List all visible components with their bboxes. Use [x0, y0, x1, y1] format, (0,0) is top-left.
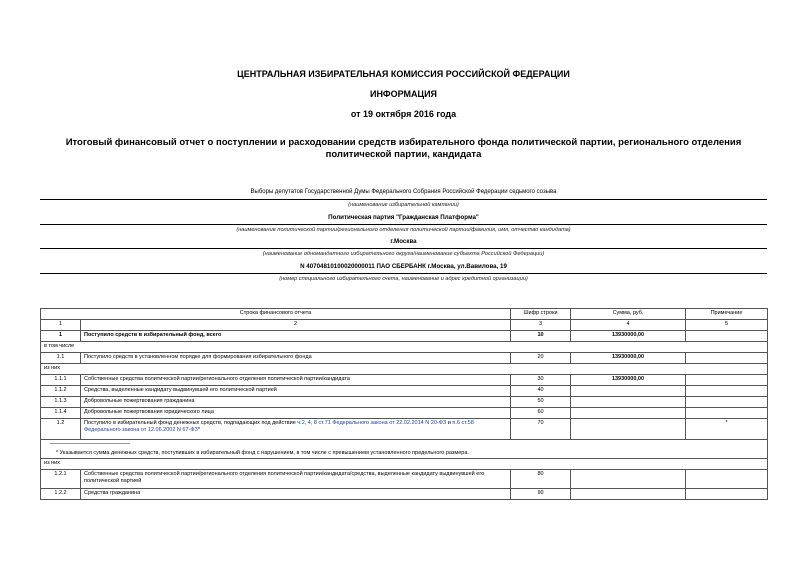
divider: [40, 199, 767, 200]
colnum-4: 4: [571, 320, 686, 331]
row-sum: [571, 470, 686, 489]
info-heading: ИНФОРМАЦИЯ: [369, 89, 438, 99]
row-sum: 13930000,00: [571, 353, 686, 364]
column-number-row: [41, 320, 768, 331]
row-code: 10: [511, 331, 571, 342]
table-row: [41, 331, 768, 342]
row-code: 20: [511, 353, 571, 364]
divider: [40, 248, 767, 249]
row-note: [686, 386, 768, 397]
row-name: [81, 419, 511, 440]
table-row: [41, 375, 768, 386]
table-row: [41, 470, 768, 489]
table-row: [41, 386, 768, 397]
financial-report-table: [40, 308, 768, 500]
row-note: [686, 397, 768, 408]
group-label-row: [41, 459, 768, 470]
header-line: Строка финансового отчета: [41, 309, 511, 320]
row-sum: [571, 408, 686, 419]
row-num: 1: [41, 331, 81, 342]
row-num: 1.2: [41, 419, 81, 440]
row-num: 1.1: [41, 353, 81, 364]
row-sum: [571, 386, 686, 397]
row-name: Собственные средства политической партии/регионального отделения политической партии/кандидата: [81, 375, 511, 386]
table-row: [41, 419, 768, 440]
report-date: от 19 октября 2016 года: [350, 109, 457, 119]
row-note: [686, 331, 768, 342]
table-row: [41, 397, 768, 408]
divider: [40, 224, 767, 225]
group-label: в том числе: [41, 342, 768, 353]
row-code: 40: [511, 386, 571, 397]
row-code: 80: [511, 470, 571, 489]
divider: [40, 273, 767, 274]
party-name: Политическая партия "Гражданская Платформа": [328, 214, 479, 221]
group-label: из них: [41, 364, 768, 375]
footnote-cell: [41, 440, 768, 459]
row-code: 50: [511, 397, 571, 408]
group-label: из них: [41, 459, 768, 470]
row-sum: [571, 489, 686, 500]
row-name: Собственные средства политической партии/регионального отделения политической партии/кандидата/средства, выделенные кандидату выдвинувшей его политической партией: [81, 470, 511, 489]
row-sum: [571, 397, 686, 408]
table-row: [41, 408, 768, 419]
row-sum: 13930000,00: [571, 331, 686, 342]
row-num: 1.1.1: [41, 375, 81, 386]
table-row: [41, 353, 768, 364]
footnote-text: * Указывается сумма денежных средств, поступивших в избирательный фонд с нарушением, в том числе с превышением установленного предельного размера.: [56, 450, 469, 456]
row-note: [686, 353, 768, 364]
row-name: Добровольные пожертвования юридического лица: [81, 408, 511, 419]
law-link-44fz[interactable]: ч.2, 4, 8 ст.71 Федерального закона от 22.02.2014 N 20-ФЗ: [297, 420, 447, 426]
group-label-row: [41, 364, 768, 375]
row-note: *: [686, 419, 768, 440]
row-num: 1.1.3: [41, 397, 81, 408]
row-name-text: Поступило в избирательный фонд денежных средств, подпадающих под действие: [84, 420, 298, 426]
row-name: Средства гражданина: [81, 489, 511, 500]
row-name: Средства, выделенные кандидату выдвинувшей его политической партией: [81, 386, 511, 397]
campaign-caption: (наименование избирательной кампании): [348, 202, 459, 208]
colnum-5: 5: [686, 320, 768, 331]
row-name-asterisk: *: [197, 427, 201, 433]
footnote-row: [41, 440, 768, 459]
row-name: Поступило средств в установленном порядке для формирования избирательного фонда: [81, 353, 511, 364]
row-sum: [571, 419, 686, 440]
table-header-row: [41, 309, 768, 320]
law-link-67fz[interactable]: п.6 ст.58 Федерального закона от 12.06.2002 N 67-ФЗ: [84, 420, 474, 433]
row-name: Добровольные пожертвования гражданина: [81, 397, 511, 408]
row-num: 1.2.1: [41, 470, 81, 489]
footnote-rule: [50, 443, 130, 444]
colnum-1: 1: [41, 320, 81, 331]
report-title: Итоговый финансовый отчет о поступлении и расходовании средств избирательного фонда политической партии, регионального отделения политической партии, кандидата: [65, 137, 742, 160]
colnum-3: 3: [511, 320, 571, 331]
row-note: [686, 489, 768, 500]
row-name-conj: и: [446, 420, 453, 426]
header-sum: Сумма, руб.: [571, 309, 686, 320]
account-caption: (номер специального избирательного счета, наименование и адрес кредитной организации): [279, 276, 528, 282]
row-code: 30: [511, 375, 571, 386]
row-code: 70: [511, 419, 571, 440]
party-caption: (наименование политической партии/регионального отделения политической партии/фамилия, имя, отчество кандидата): [236, 227, 571, 233]
row-code: 90: [511, 489, 571, 500]
row-num: 1.1.2: [41, 386, 81, 397]
header-note: Примечание: [686, 309, 768, 320]
table-row: [41, 489, 768, 500]
row-note: [686, 375, 768, 386]
group-label-row: [41, 342, 768, 353]
header-code: Шифр строки: [511, 309, 571, 320]
account-details: N 40704810100020000011 ПАО СБЕРБАНК г.Москва, ул.Вавилова, 19: [300, 263, 507, 270]
colnum-2: 2: [81, 320, 511, 331]
district-caption: (наименование одномандатного избирательного округа/наименование субъекта Российской Федерации): [262, 251, 545, 257]
row-name: Поступило средств в избирательный фонд, всего: [81, 331, 511, 342]
row-sum: 13930000,00: [571, 375, 686, 386]
campaign-name: Выборы депутатов Государственной Думы Федерального Собрания Российской Федерации седьмого созыва: [250, 189, 557, 195]
row-note: [686, 470, 768, 489]
row-num: 1.2.2: [41, 489, 81, 500]
district-name: г.Москва: [390, 238, 417, 245]
row-note: [686, 408, 768, 419]
commission-title: ЦЕНТРАЛЬНАЯ ИЗБИРАТЕЛЬНАЯ КОМИССИЯ РОССИЙСКОЙ ФЕДЕРАЦИИ: [237, 69, 570, 79]
row-code: 60: [511, 408, 571, 419]
row-num: 1.1.4: [41, 408, 81, 419]
